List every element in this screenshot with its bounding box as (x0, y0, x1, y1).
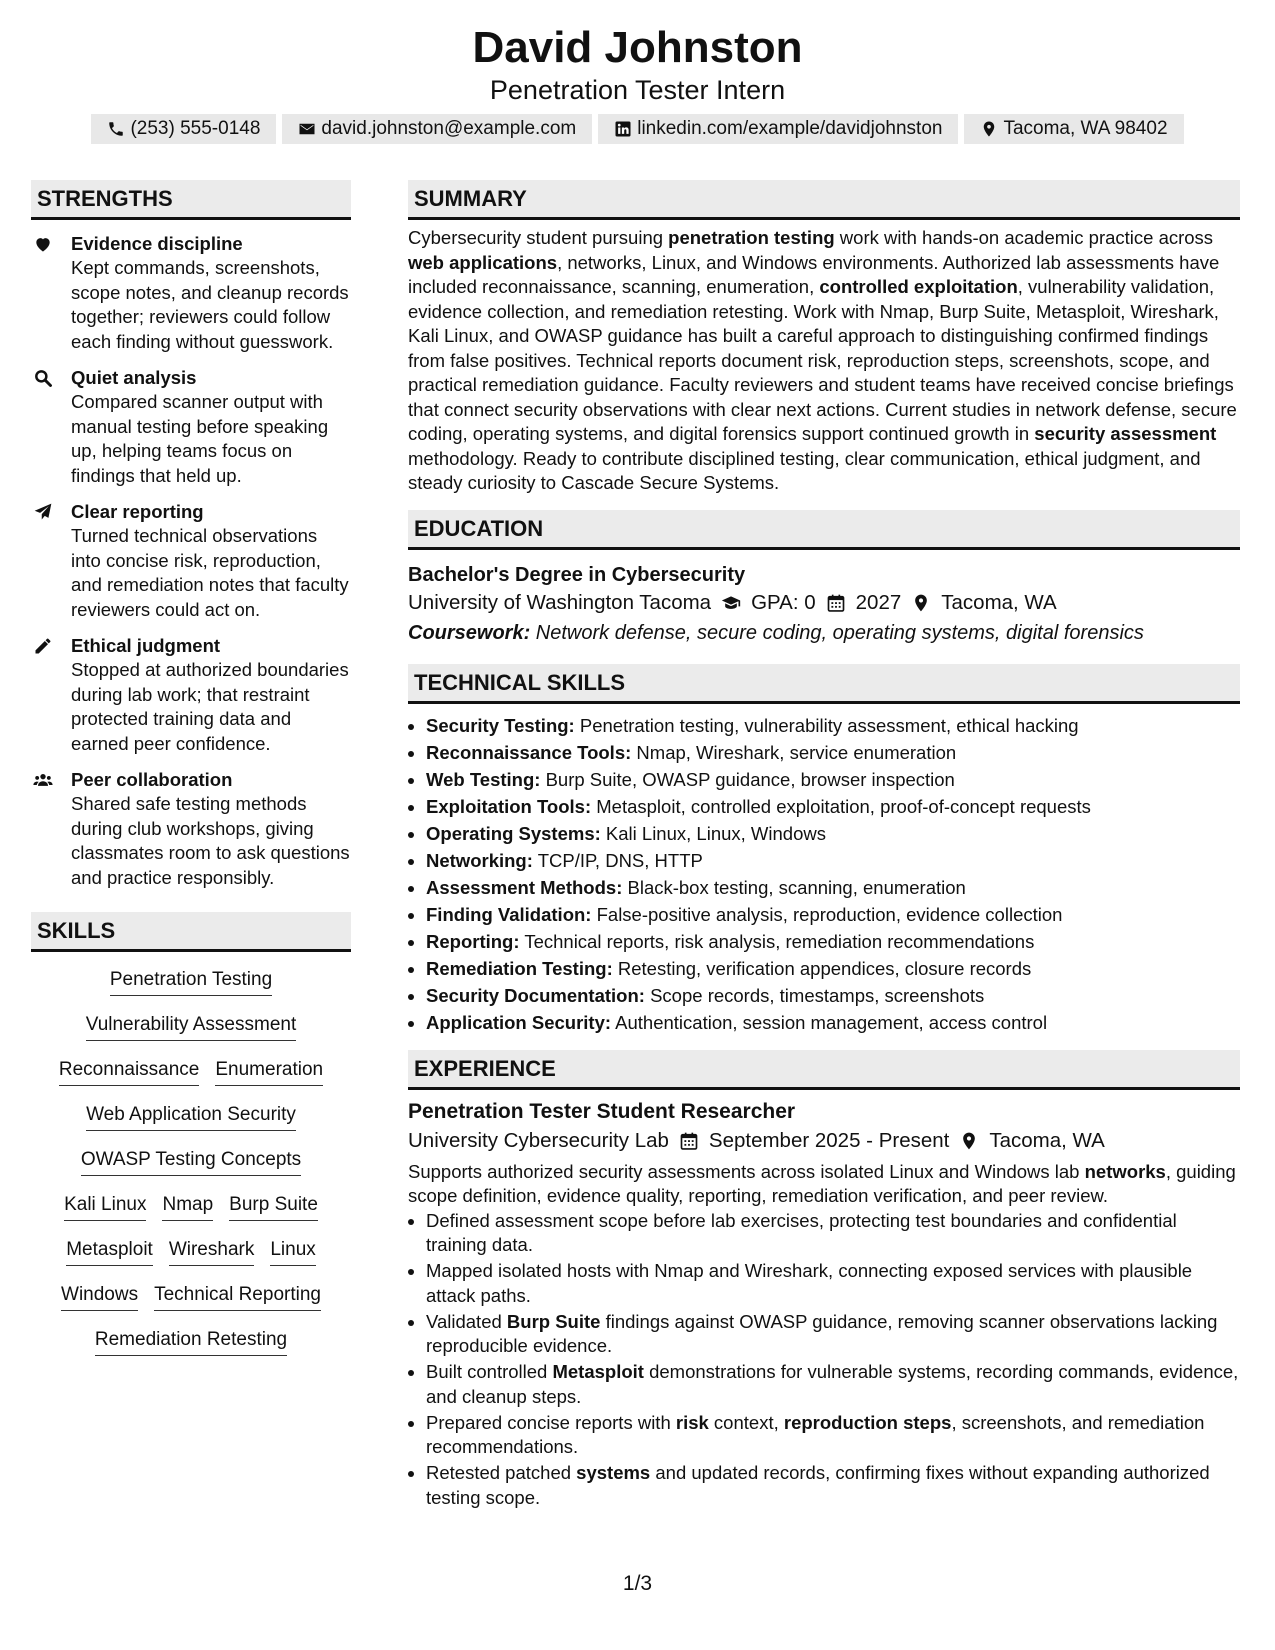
bold-text: security assessment (1034, 423, 1217, 444)
skill-tag: Kali Linux (64, 1193, 146, 1221)
strength-description: Turned technical observations into concise risk, reproduction, and remediation notes that faculty reviewers could act on. (71, 525, 349, 620)
technical-skill-item (426, 955, 1240, 982)
education-meta (408, 588, 1240, 618)
text-segment: work with hands-on academic practice across (834, 227, 1214, 248)
technical-skill-label: Networking: (426, 849, 533, 871)
technical-skills-list (408, 712, 1240, 1036)
technical-skill-label: Security Documentation: (426, 984, 645, 1006)
bold-text: web applications (408, 251, 558, 273)
text-segment: , vulnerability validation, evidence collection, and remediation retesting. Work with Nmap, Burp Suite, Metasploit, Wireshark, Kali Linux, and OWASP guidance has built a careful approach to distinguishing confirmed findings from false positives. Technical reports document risk, reproduction steps, screenshots, scope, and practical remediation guidance. Faculty reviewers and student teams have received concise briefings that connect security observations with clear next actions. Current studies in network defense, secure coding, operating systems, and digital forensics support continued growth in (408, 276, 1237, 444)
education-heading: EDUCATION (408, 510, 1240, 550)
technical-skill-item (426, 928, 1240, 955)
envelope-icon (298, 120, 316, 138)
graduation-cap-icon (721, 593, 741, 613)
job-bullet (426, 1411, 1240, 1460)
contact-linkedin[interactable] (598, 114, 958, 144)
linkedin-icon (614, 120, 632, 138)
text-segment: , screenshots, and remediation recommendations. (426, 1411, 1205, 1457)
school-name: University of Washington Tacoma (408, 590, 712, 614)
coursework-text: Network defense, secure coding, operating systems, digital forensics (530, 621, 1144, 644)
skill-tag: Windows (61, 1283, 138, 1311)
text-segment: findings against OWASP guidance, removing scanner observations lacking reproducible evidence. (426, 1310, 1218, 1356)
technical-skill-item (426, 1009, 1240, 1036)
technical-skill-item (426, 739, 1240, 766)
technical-skill-label: Remediation Testing: (426, 957, 613, 979)
strength-item (31, 232, 351, 354)
technical-skill-value: TCP/IP, DNS, HTTP (532, 849, 703, 871)
text-segment: Built controlled (426, 1361, 553, 1382)
resume-header (0, 22, 1275, 144)
text-segment: , guiding scope definition, evidence quality, reporting, remediation verification, and peer review. (408, 1160, 1236, 1206)
strengths-heading: STRENGTHS (31, 180, 351, 220)
skill-tag: Reconnaissance (59, 1058, 199, 1086)
job-description (408, 1160, 1240, 1209)
strength-title: Clear reporting (71, 501, 204, 522)
strength-item (31, 366, 351, 488)
map-pin-icon (911, 593, 931, 613)
pencil-icon (33, 636, 53, 656)
technical-skill-item (426, 793, 1240, 820)
text-segment: demonstrations for vulnerable systems, recording commands, evidence, and cleanup steps. (426, 1361, 1239, 1407)
strength-description: Stopped at authorized boundaries during lab work; that restraint protected training data and earned peer confidence. (71, 659, 349, 754)
skill-row (31, 1328, 351, 1373)
technical-skill-value: Scope records, timestamps, screenshots (644, 984, 985, 1006)
skill-tag: Technical Reporting (154, 1283, 321, 1311)
contact-location (964, 114, 1183, 144)
heart-icon (33, 234, 53, 254)
technical-skill-item (426, 847, 1240, 874)
candidate-name: David Johnston (472, 23, 803, 72)
technical-skill-value: Black-box testing, scanning, enumeration (622, 876, 966, 898)
technical-skill-label: Assessment Methods: (426, 876, 623, 898)
technical-skill-label: Reconnaissance Tools: (426, 741, 632, 763)
skill-tag: Metasploit (66, 1238, 153, 1266)
employer-name: University Cybersecurity Lab (408, 1128, 669, 1152)
strength-item (31, 500, 351, 622)
skill-row (31, 968, 351, 1013)
bold-text: systems (576, 1462, 651, 1483)
skill-row (31, 1013, 351, 1058)
page-number: 1/3 (622, 1572, 653, 1595)
skill-tag: Penetration Testing (110, 968, 272, 996)
job-bullet (426, 1360, 1240, 1409)
strength-title: Evidence discipline (71, 233, 243, 254)
job-bullet (426, 1310, 1240, 1359)
technical-skills-heading: TECHNICAL SKILLS (408, 664, 1240, 704)
text-segment: Supports authorized security assessments across isolated Linux and Windows lab (408, 1160, 1085, 1182)
technical-skill-label: Reporting: (426, 930, 520, 952)
text-segment: and updated records, confirming fixes without expanding authorized testing scope. (426, 1462, 1210, 1508)
technical-skill-item (426, 982, 1240, 1009)
skill-row (31, 1283, 351, 1328)
bold-text: penetration testing (668, 227, 835, 248)
technical-skill-item (426, 766, 1240, 793)
contact-email-text[interactable]: david.johnston@example.com (321, 118, 577, 139)
text-segment: Retested patched (426, 1462, 577, 1483)
phone-icon (107, 120, 125, 138)
contact-bar (0, 114, 1275, 144)
skill-tag: Wireshark (169, 1238, 255, 1266)
summary-text (408, 226, 1240, 496)
technical-skill-label: Finding Validation: (426, 903, 592, 925)
technical-skill-value: False-positive analysis, reproduction, evidence collection (591, 903, 1063, 925)
skill-tag: Web Application Security (86, 1103, 296, 1131)
job-location: Tacoma, WA (989, 1128, 1105, 1152)
school-location: Tacoma, WA (941, 590, 1057, 614)
job-bullet (426, 1209, 1240, 1258)
text-segment: Cybersecurity student pursuing (408, 227, 669, 248)
bold-text: controlled exploitation (819, 276, 1018, 297)
skill-row (31, 1193, 351, 1238)
paper-plane-icon (33, 502, 53, 522)
contact-location-text: Tacoma, WA 98402 (1003, 118, 1168, 139)
summary-heading: SUMMARY (408, 180, 1240, 220)
technical-skill-label: Web Testing: (426, 768, 541, 790)
technical-skill-value: Retesting, verification appendices, closure records (612, 957, 1032, 979)
job-dates: September 2025 - Present (708, 1128, 950, 1152)
skills-heading: SKILLS (31, 912, 351, 952)
left-column (31, 180, 351, 1373)
text-segment: Defined assessment scope before lab exercises, protecting test boundaries and confidential training data. (426, 1209, 1177, 1255)
contact-phone-text: (253) 555-0148 (130, 118, 261, 139)
experience-heading: EXPERIENCE (408, 1050, 1240, 1090)
job-title: Penetration Tester Student Researcher (408, 1099, 796, 1123)
skill-tag: Linux (270, 1238, 315, 1266)
text-segment: methodology. Ready to contribute disciplined testing, clear communication, ethical judgment, and steady curiosity to Cascade Secure Systems. (408, 447, 1201, 493)
bold-text: networks (1084, 1160, 1166, 1182)
graduation-year: 2027 (855, 590, 902, 614)
strength-item (31, 768, 351, 890)
technical-skill-label: Exploitation Tools: (426, 795, 592, 817)
job-bullet (426, 1259, 1240, 1308)
job-bullets (408, 1209, 1240, 1511)
technical-skill-value: Kali Linux, Linux, Windows (600, 822, 826, 844)
skill-tag: OWASP Testing Concepts (81, 1148, 301, 1176)
technical-skill-value: Nmap, Wireshark, service enumeration (631, 741, 957, 763)
skill-tag: Vulnerability Assessment (86, 1013, 297, 1041)
technical-skill-label: Operating Systems: (426, 822, 601, 844)
skill-tag: Nmap (162, 1193, 213, 1221)
bold-text: reproduction steps (783, 1411, 952, 1433)
right-column (408, 180, 1240, 1512)
strength-title: Ethical judgment (71, 635, 221, 656)
strength-item (31, 634, 351, 756)
technical-skill-label: Application Security: (426, 1011, 612, 1033)
candidate-title: Penetration Tester Intern (489, 75, 786, 105)
skill-tag: Enumeration (215, 1058, 323, 1086)
strength-description: Shared safe testing methods during club workshops, giving classmates room to ask questions and practice responsibly. (71, 793, 350, 888)
contact-phone (91, 114, 276, 144)
text-segment: Validated (426, 1310, 507, 1332)
technical-skill-value: Technical reports, risk analysis, remediation recommendations (519, 930, 1035, 952)
calendar-icon (679, 1131, 699, 1151)
technical-skill-item (426, 712, 1240, 739)
technical-skill-item (426, 901, 1240, 928)
calendar-icon (826, 593, 846, 613)
text-segment: Prepared concise reports with (426, 1411, 676, 1433)
job-meta (408, 1126, 1240, 1156)
technical-skill-value: Authentication, session management, access control (611, 1011, 1048, 1033)
technical-skill-value: Metasploit, controlled exploitation, proof-of-concept requests (591, 795, 1091, 817)
contact-linkedin-text[interactable]: linkedin.com/example/davidjohnston (637, 118, 943, 139)
skills-list (31, 968, 351, 1373)
map-pin-icon (959, 1131, 979, 1151)
text-segment: , networks, Linux, and Windows environments. Authorized lab assessments have included reconnaissance, scanning, enumeration, (408, 251, 1220, 297)
skill-row (31, 1238, 351, 1283)
technical-skill-value: Burp Suite, OWASP guidance, browser inspection (540, 768, 955, 790)
magnifier-icon (33, 368, 53, 388)
map-pin-icon (980, 120, 998, 138)
bold-text: Burp Suite (506, 1310, 601, 1332)
technical-skill-item (426, 874, 1240, 901)
degree-title: Bachelor's Degree in Cybersecurity (408, 563, 746, 586)
skill-row (31, 1058, 351, 1103)
coursework-line (408, 618, 1240, 648)
contact-email[interactable] (282, 114, 592, 144)
text-segment: context, (708, 1411, 784, 1433)
skill-row (31, 1148, 351, 1193)
technical-skill-item (426, 820, 1240, 847)
job-bullet (426, 1461, 1240, 1510)
strength-title: Peer collaboration (71, 769, 233, 790)
users-icon (33, 770, 53, 790)
strength-title: Quiet analysis (71, 367, 197, 388)
strength-description: Kept commands, screenshots, scope notes, and cleanup records together; reviewers could follow each finding without guesswork. (71, 257, 349, 352)
technical-skill-label: Security Testing: (426, 714, 575, 736)
skill-row (31, 1103, 351, 1148)
bold-text: Metasploit (552, 1361, 644, 1382)
skill-tag: Remediation Retesting (95, 1328, 287, 1356)
strength-description: Compared scanner output with manual testing before speaking up, helping teams focus on findings that held up. (71, 391, 329, 486)
coursework-label: Coursework: (408, 621, 531, 644)
text-segment: Mapped isolated hosts with Nmap and Wireshark, connecting exposed services with plausible attack paths. (426, 1260, 1193, 1306)
technical-skill-value: Penetration testing, vulnerability assessment, ethical hacking (574, 714, 1079, 736)
skill-tag: Burp Suite (229, 1193, 318, 1221)
gpa-value: GPA: 0 (751, 590, 816, 614)
bold-text: risk (675, 1411, 709, 1433)
